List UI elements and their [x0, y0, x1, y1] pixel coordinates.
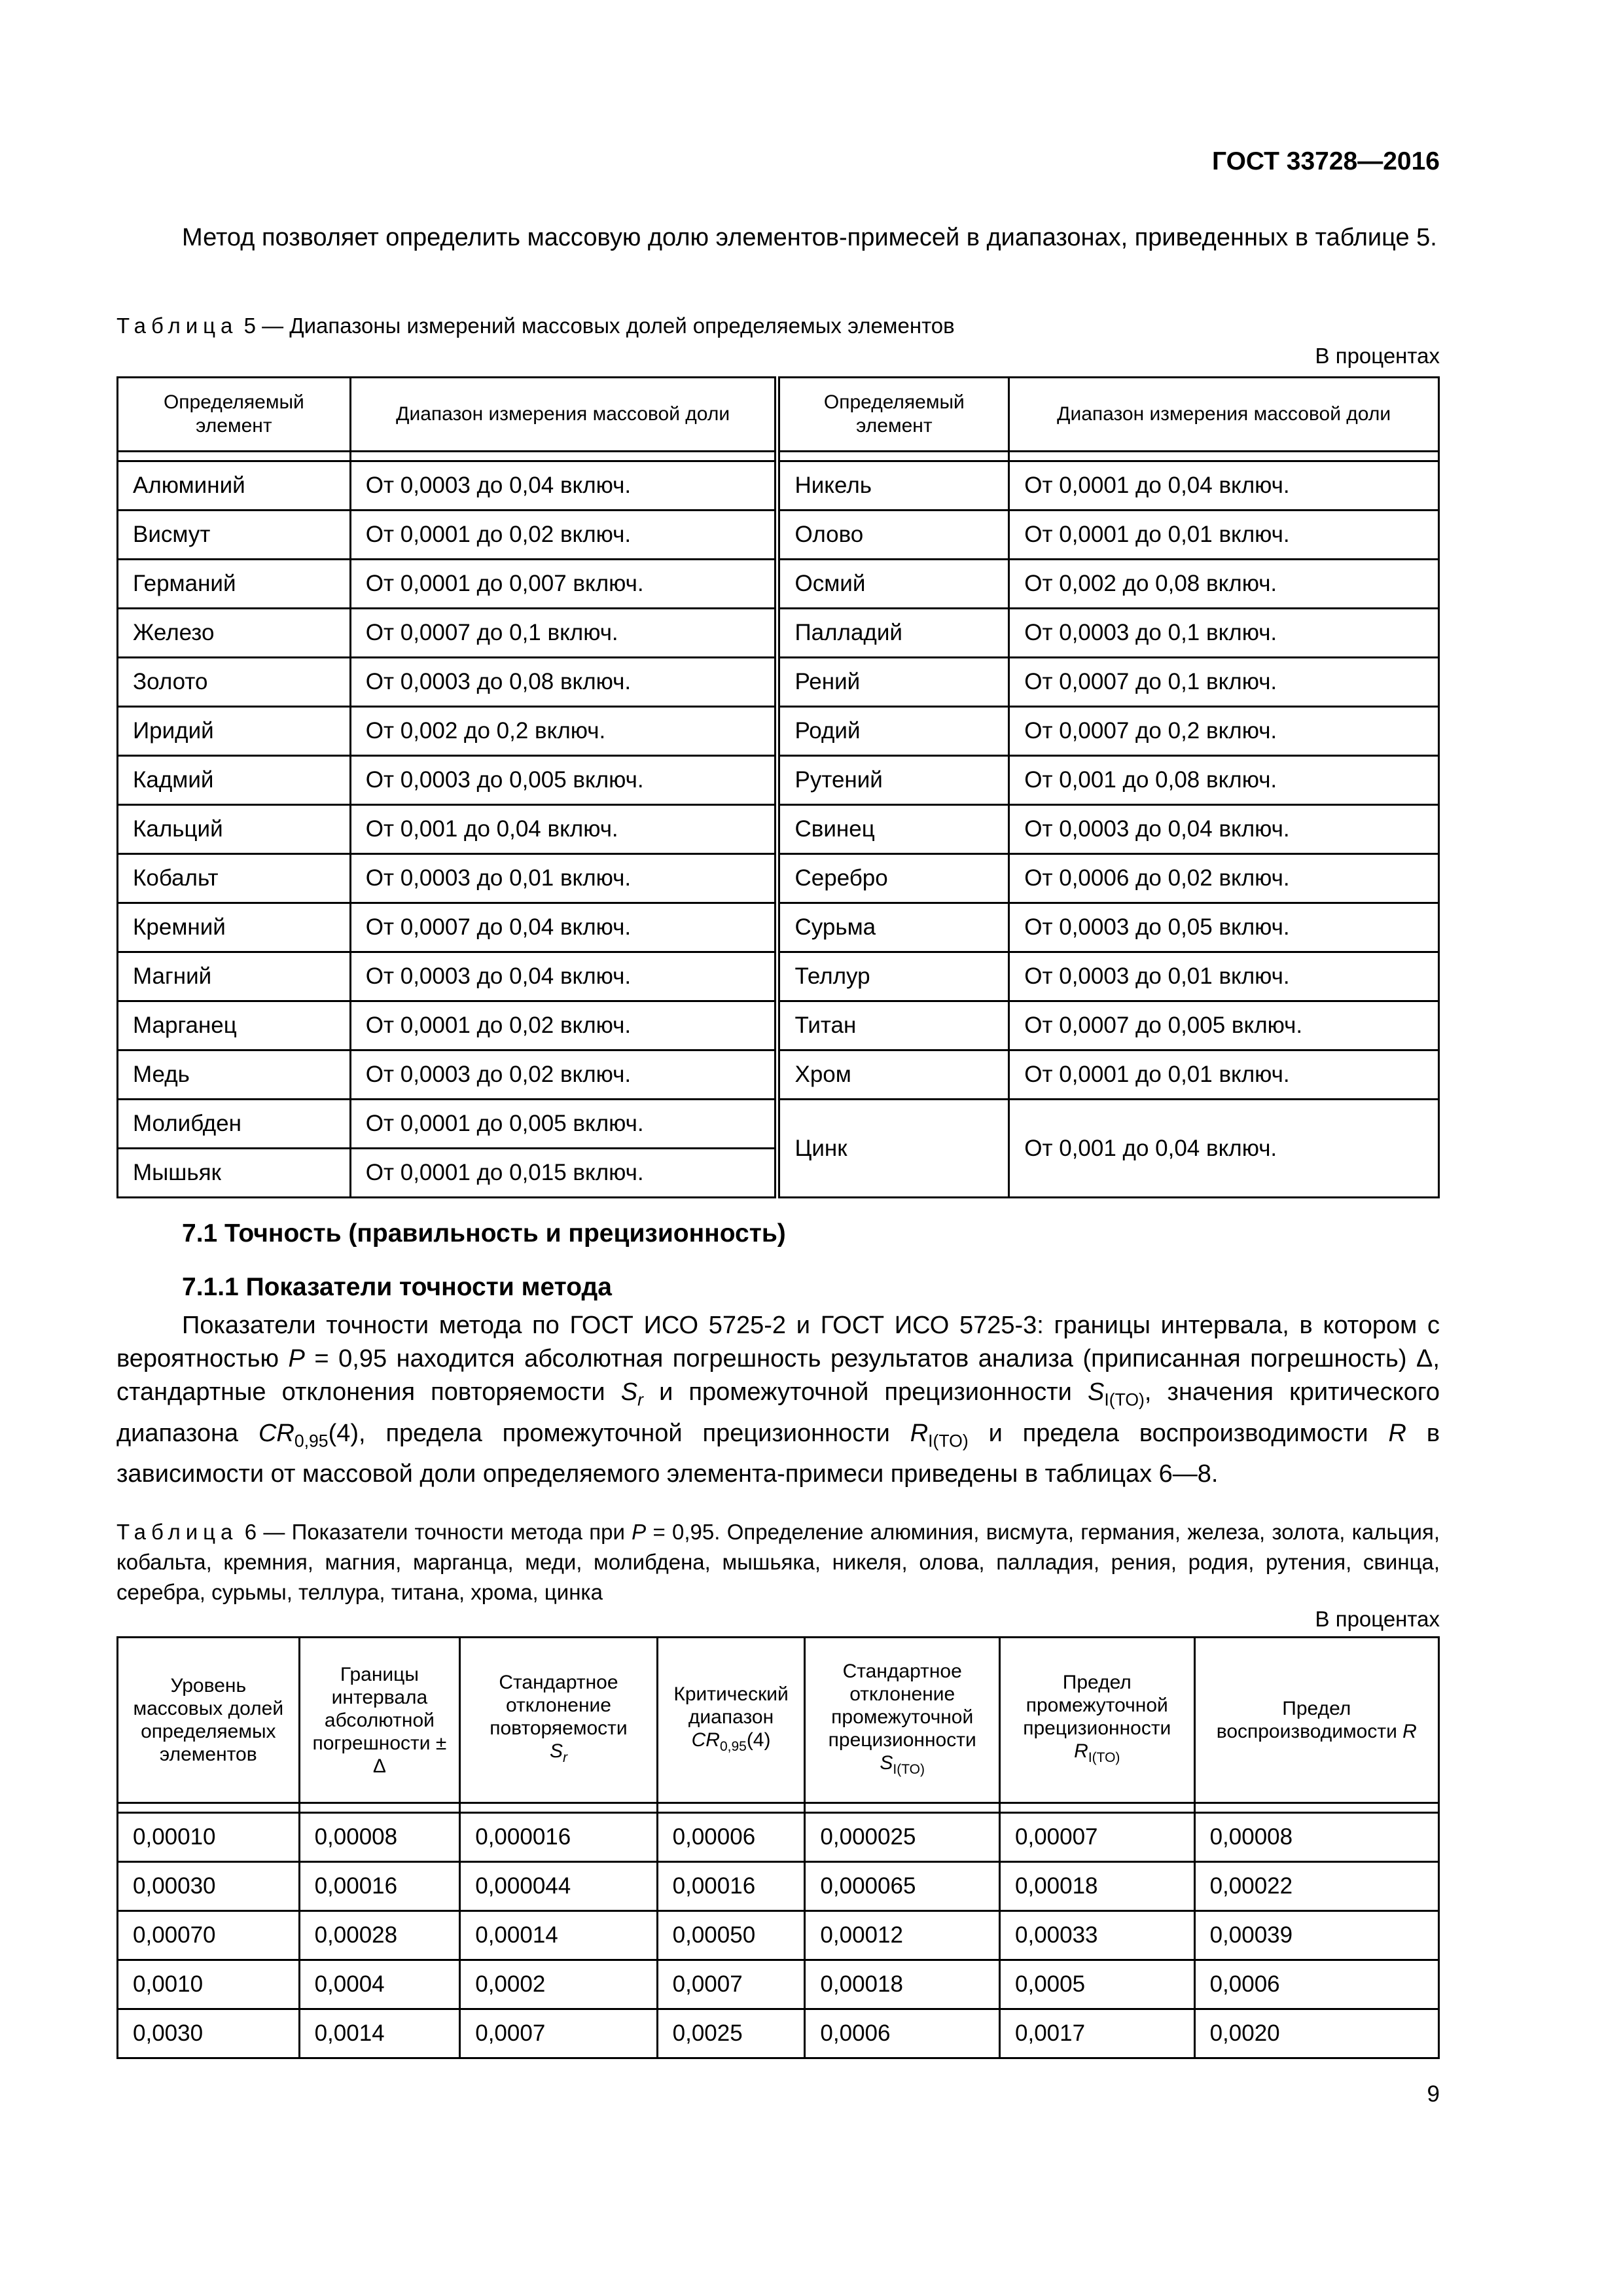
table-row	[118, 1100, 1439, 1149]
range-cell: От 0,0001 до 0,007 включ.	[350, 560, 777, 609]
range-cell: От 0,002 до 0,08 включ.	[1009, 560, 1439, 609]
value-cell: 0,0017	[1000, 2009, 1195, 2058]
t6-header-intermediate-limit: Предел промежуточной прецизионности $R_{I(TO)}$	[1000, 1638, 1195, 1803]
range-cell: От 0,0007 до 0,1 включ.	[1009, 658, 1439, 707]
value-cell: 0,000025	[805, 1813, 1000, 1862]
value-cell: 0,000044	[460, 1862, 657, 1911]
value-cell: 0,00039	[1194, 1911, 1438, 1960]
element-name-cell: Кадмий	[118, 756, 351, 805]
t6-header-critical-range: Критический диапазон $CR_{0,95}(4)$	[657, 1638, 805, 1803]
element-name-cell: Олово	[777, 511, 1009, 560]
range-cell: От 0,0003 до 0,04 включ.	[350, 461, 777, 511]
value-cell: 0,0006	[805, 2009, 1000, 2058]
range-cell: От 0,0003 до 0,04 включ.	[350, 952, 777, 1001]
range-cell: От 0,0001 до 0,02 включ.	[350, 1001, 777, 1050]
t5-header-range-right: Диапазон измерения массовой доли	[1009, 378, 1439, 452]
table6-units: В процентах	[1315, 1607, 1440, 1631]
table-row	[118, 756, 1439, 805]
table5	[116, 376, 1440, 1198]
range-cell: От 0,0007 до 0,005 включ.	[1009, 1001, 1439, 1050]
element-name-cell: Теллур	[777, 952, 1009, 1001]
element-name-cell: Железо	[118, 609, 351, 658]
table-row	[118, 609, 1439, 658]
t5-header-element-left: Определяемый элемент	[118, 378, 351, 452]
value-cell: 0,00018	[1000, 1862, 1195, 1911]
range-cell: От 0,0001 до 0,005 включ.	[350, 1100, 777, 1149]
range-cell: От 0,001 до 0,04 включ.	[350, 805, 777, 854]
range-cell: От 0,0003 до 0,1 включ.	[1009, 609, 1439, 658]
t6-header-repeatability: Стандартное отклонение повторяемости $S_r$	[460, 1638, 657, 1803]
table-row	[118, 1813, 1439, 1862]
element-name-cell: Кобальт	[118, 854, 351, 903]
value-cell: 0,00028	[299, 1911, 460, 1960]
t5-header-element-right: Определяемый элемент	[777, 378, 1009, 452]
range-cell: От 0,002 до 0,2 включ.	[350, 707, 777, 756]
element-name-cell: Рутений	[777, 756, 1009, 805]
table-row	[118, 461, 1439, 511]
element-name-cell: Никель	[777, 461, 1009, 511]
value-cell: 0,00012	[805, 1911, 1000, 1960]
value-cell: 0,0004	[299, 1960, 460, 2009]
range-cell: От 0,0003 до 0,04 включ.	[1009, 805, 1439, 854]
value-cell: 0,0030	[118, 2009, 300, 2058]
table6-label: Таблица	[116, 1520, 238, 1544]
document-code: ГОСТ 33728—2016	[1212, 147, 1440, 175]
element-name-cell: Кальций	[118, 805, 351, 854]
value-cell: 0,00006	[657, 1813, 805, 1862]
value-cell: 0,00016	[299, 1862, 460, 1911]
value-cell: 0,00070	[118, 1911, 300, 1960]
element-name-cell: Серебро	[777, 854, 1009, 903]
value-cell: 0,0002	[460, 1960, 657, 2009]
element-name-cell: Осмий	[777, 560, 1009, 609]
element-name-cell: Медь	[118, 1050, 351, 1100]
element-name-cell: Иридий	[118, 707, 351, 756]
element-name-cell: Золото	[118, 658, 351, 707]
table5-label: Таблица	[116, 314, 238, 338]
table5-caption	[116, 311, 1440, 341]
value-cell: 0,0020	[1194, 2009, 1438, 2058]
element-name-cell: Германий	[118, 560, 351, 609]
value-cell: 0,0025	[657, 2009, 805, 2058]
range-cell: От 0,001 до 0,04 включ.	[1009, 1100, 1439, 1198]
table-row	[118, 805, 1439, 854]
t5-header-range-left: Диапазон измерения массовой доли	[350, 378, 777, 452]
element-name-cell: Марганец	[118, 1001, 351, 1050]
value-cell: 0,00033	[1000, 1911, 1195, 1960]
table5-units: В процентах	[1315, 344, 1440, 368]
intro-paragraph: Метод позволяет определить массовую долю элементов-примесей в диапазонах, приведенных в таблице 5.	[182, 224, 1437, 251]
value-cell: 0,00018	[805, 1960, 1000, 2009]
element-name-cell: Алюминий	[118, 461, 351, 511]
value-cell: 0,00022	[1194, 1862, 1438, 1911]
table-row	[118, 903, 1439, 952]
table-row	[118, 1001, 1439, 1050]
page-number: 9	[1427, 2081, 1440, 2107]
range-cell: От 0,0001 до 0,01 включ.	[1009, 1050, 1439, 1100]
range-cell: От 0,0007 до 0,04 включ.	[350, 903, 777, 952]
value-cell: 0,000016	[460, 1813, 657, 1862]
element-name-cell: Сурьма	[777, 903, 1009, 952]
table5-title: 5 — Диапазоны измерений массовых долей определяемых элементов	[243, 314, 955, 338]
element-name-cell: Хром	[777, 1050, 1009, 1100]
t6-header-intermediate-sd: Стандартное отклонение промежуточной прецизионности $S_{I(TO)}$	[805, 1638, 1000, 1803]
element-name-cell: Магний	[118, 952, 351, 1001]
t6-header-level: Уровень массовых долей определяемых элементов	[118, 1638, 300, 1803]
value-cell: 0,0007	[657, 1960, 805, 2009]
table-row	[118, 707, 1439, 756]
section-7-1-heading: 7.1 Точность (правильность и прецизионность)	[182, 1219, 786, 1247]
range-cell: От 0,0003 до 0,05 включ.	[1009, 903, 1439, 952]
range-cell: От 0,0001 до 0,015 включ.	[350, 1149, 777, 1198]
range-cell: От 0,0001 до 0,01 включ.	[1009, 511, 1439, 560]
value-cell: 0,00050	[657, 1911, 805, 1960]
table-row	[118, 952, 1439, 1001]
table-row	[118, 1960, 1439, 2009]
table-row	[118, 560, 1439, 609]
t6-header-reproducibility: Предел воспроизводимости R	[1194, 1638, 1438, 1803]
element-name-cell: Молибден	[118, 1100, 351, 1149]
element-name-cell: Палладий	[777, 609, 1009, 658]
value-cell: 0,00010	[118, 1813, 300, 1862]
range-cell: От 0,0003 до 0,005 включ.	[350, 756, 777, 805]
table-row	[118, 854, 1439, 903]
element-name-cell: Свинец	[777, 805, 1009, 854]
value-cell: 0,0007	[460, 2009, 657, 2058]
range-cell: От 0,0007 до 0,2 включ.	[1009, 707, 1439, 756]
table-row	[118, 1862, 1439, 1911]
range-cell: От 0,0001 до 0,04 включ.	[1009, 461, 1439, 511]
value-cell: 0,00008	[299, 1813, 460, 1862]
value-cell: 0,0014	[299, 2009, 460, 2058]
element-name-cell: Висмут	[118, 511, 351, 560]
value-cell: 0,00007	[1000, 1813, 1195, 1862]
range-cell: От 0,001 до 0,08 включ.	[1009, 756, 1439, 805]
element-name-cell: Мышьяк	[118, 1149, 351, 1198]
value-cell: 0,0010	[118, 1960, 300, 2009]
range-cell: От 0,0003 до 0,02 включ.	[350, 1050, 777, 1100]
element-name-cell: Кремний	[118, 903, 351, 952]
range-cell: От 0,0003 до 0,01 включ.	[350, 854, 777, 903]
section-7-1-1-heading: 7.1.1 Показатели точности метода	[182, 1273, 612, 1301]
range-cell: От 0,0001 до 0,02 включ.	[350, 511, 777, 560]
table6-caption: Таблица 6 — Показатели точности метода при P = 0,95. Определение алюминия, висмута, германия, железа, золота, кальция, кобальта, кремния, магния, марганца, меди, молибдена, мышьяка, никеля, олова, палладия, рения, родия, рутения, свинца, серебра, сурьмы, теллура, титана, хрома, цинка	[116, 1520, 1440, 1604]
value-cell: 0,00030	[118, 1862, 300, 1911]
t6-header-delta: Границы интервала абсолютной погрешности ± Δ	[299, 1638, 460, 1803]
table-row	[118, 2009, 1439, 2058]
value-cell: 0,000065	[805, 1862, 1000, 1911]
range-cell: От 0,0007 до 0,1 включ.	[350, 609, 777, 658]
range-cell: От 0,0003 до 0,08 включ.	[350, 658, 777, 707]
element-name-cell: Титан	[777, 1001, 1009, 1050]
table-row	[118, 1050, 1439, 1100]
element-name-cell: Рений	[777, 658, 1009, 707]
value-cell: 0,0006	[1194, 1960, 1438, 2009]
value-cell: 0,00016	[657, 1862, 805, 1911]
value-cell: 0,00014	[460, 1911, 657, 1960]
element-name-cell: Цинк	[777, 1100, 1009, 1198]
table6	[116, 1636, 1440, 2059]
table-row	[118, 1911, 1439, 1960]
value-cell: 0,0005	[1000, 1960, 1195, 2009]
range-cell: От 0,0003 до 0,01 включ.	[1009, 952, 1439, 1001]
accuracy-paragraph: Показатели точности метода по ГОСТ ИСО 5725-2 и ГОСТ ИСО 5725-3: границы интервала, в котором с вероятностью P = 0,95 находится абсолютная погрешность результатов анализа (приписанная погрешность) Δ, стандартные отклонения повторяемости $S_r$ и промежуточной прецизионности $S_{I(TO)}$, значения критического диапазона $CR_{0,95}(4)$, предела промежуточной прецизионности $R_{I(TO)}$ и предела воспроизводимости R в зависимости от массовой доли определяемого элемента-примеси приведены в таблицах 6—8.	[116, 1312, 1440, 1488]
value-cell: 0,00008	[1194, 1813, 1438, 1862]
element-name-cell: Родий	[777, 707, 1009, 756]
table-row	[118, 658, 1439, 707]
range-cell: От 0,0006 до 0,02 включ.	[1009, 854, 1439, 903]
table-row	[118, 511, 1439, 560]
